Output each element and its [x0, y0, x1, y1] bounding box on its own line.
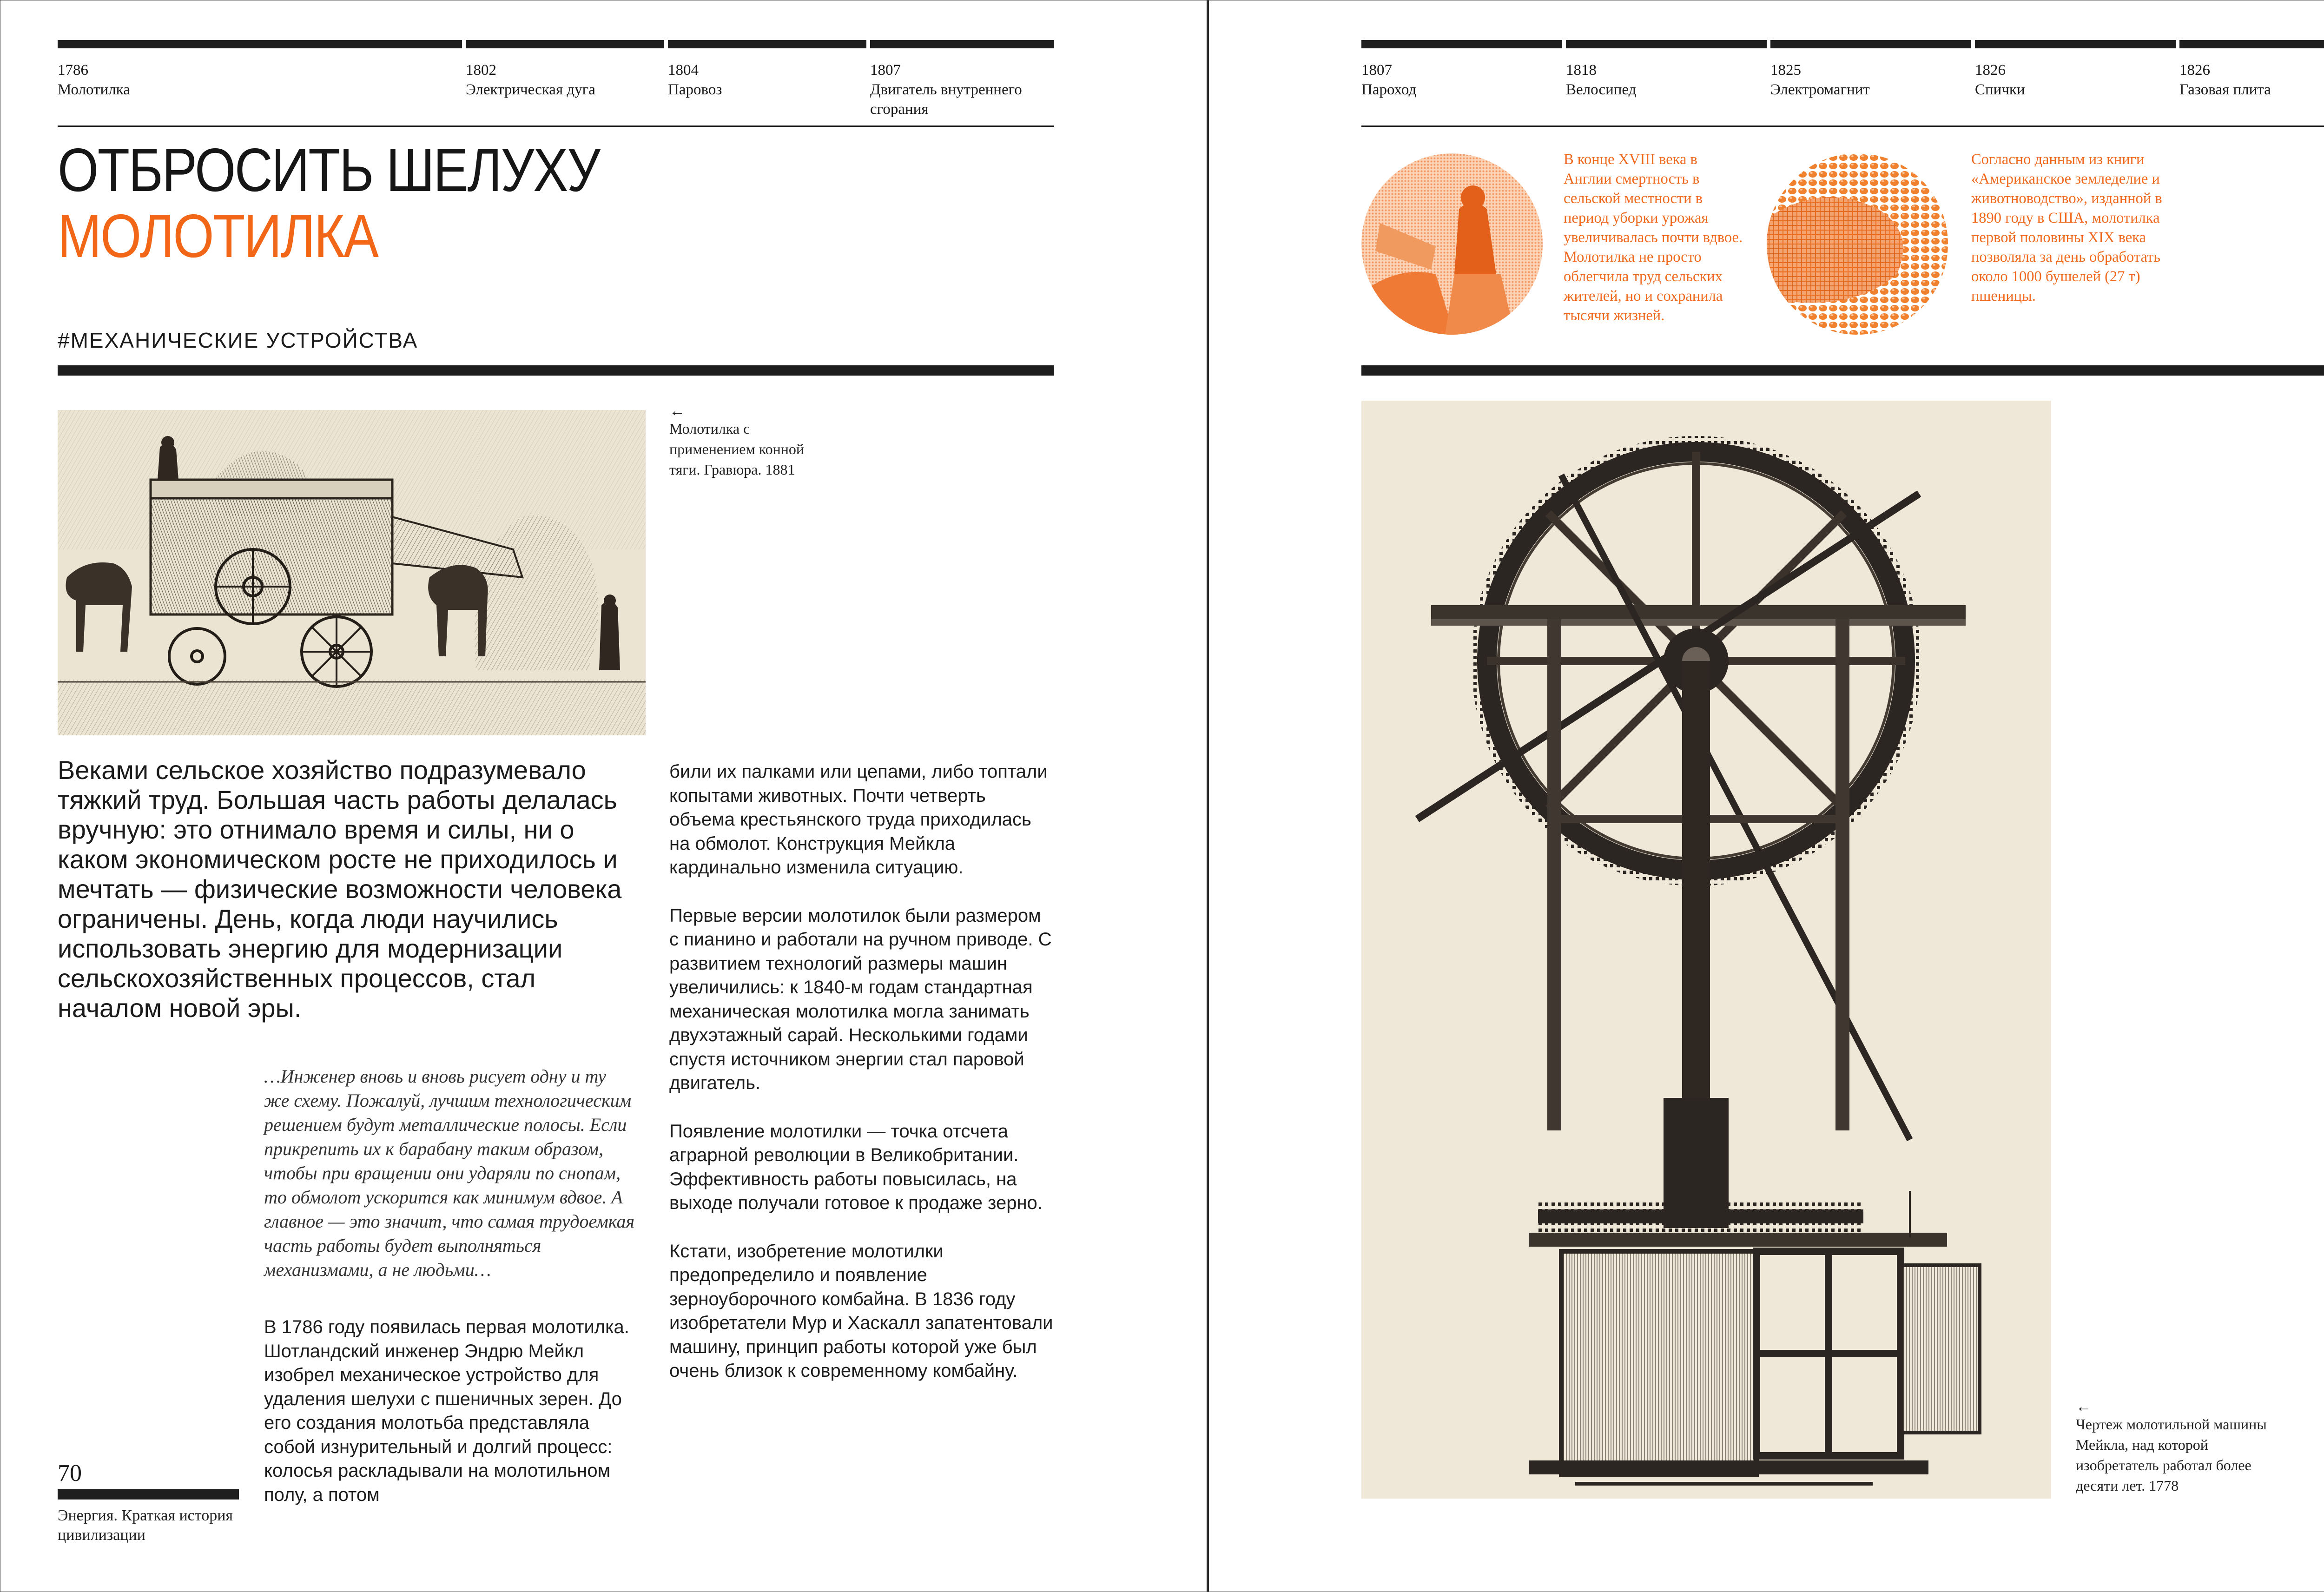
timeline-year: 1804 [668, 62, 699, 79]
timeline-item [2179, 40, 2324, 99]
section-rule [1361, 365, 2324, 376]
caption-text: Чертеж молотильной машины Мейкла, над которой изобретатель работал более десяти лет. 1778 [2076, 1416, 2267, 1494]
threshing-machine-engraving [58, 410, 646, 735]
body-paragraph: Появление молотилки — точка отсчета аграрной революции в Великобритании. Эффективность работы повысилась, на выходе получали готовое к продаже зерно. [669, 1121, 1043, 1213]
title-line: ОТБРОСИТЬ ШЕЛУХУ [58, 136, 600, 204]
timeline-item [1770, 40, 1971, 99]
timeline-label: Электрическая дуга [466, 81, 595, 98]
timeline-year: 1826 [2179, 62, 2210, 79]
folio-rule [58, 1489, 239, 1500]
right-page [1209, 0, 2324, 1592]
farmer-photo [1361, 153, 1543, 335]
divider [58, 126, 1054, 127]
body-paragraph: В 1786 году появилась первая молотилка. Шотландский инженер Эндрю Мейкл изобрел механическое устройство для удаления шелухи с пшеничных зерен. До его создания молотьба представляла собой изнурительный и долгий процесс: колосья раскладывали на молотильном полу, а потом [264, 1317, 629, 1505]
body-paragraph: Кстати, изобретение молотилки предопределило и появление зерноуборочного комбайна. В 1836 году изобретатели Мур и Хаскалл запатентовали машину, принцип работы которой уже был очень близок к современному комбайну. [669, 1241, 1053, 1381]
timeline-year: 1818 [1566, 62, 1597, 79]
page-number: 70 [58, 1460, 82, 1486]
subtitle: МОЛОТИЛКА [58, 202, 378, 270]
timeline-label: Паровоз [668, 81, 722, 98]
body-column-left [264, 1315, 645, 1507]
timeline-item [466, 40, 664, 99]
arrow-left-icon: ← [669, 403, 685, 420]
timeline-label: Молотилка [58, 81, 130, 98]
fact-text: В конце XVIII века в Англии смертность в сельской местности в период уборки урожая увеличивалась почти вдвое. Молотилка не просто облегчила труд сельских жителей, но и сохранила тысячи жизней. [1564, 151, 1743, 324]
fact-text: Согласно данным из книги «Американское земледелие и животноводство», изданной в 1890 году в США, молотилка первой половины XIX века позволяла за день обработать около 1000 бушелей (27 т) пшеницы. [1971, 151, 2162, 304]
timeline-item [1361, 40, 1562, 99]
timeline-label: Газовая плита [2179, 81, 2271, 98]
grain-photo [1767, 153, 1948, 335]
meikle-machine-drawing [1361, 401, 2051, 1499]
quote: …Инженер вновь и вновь рисует одну и ту же схему. Пожалуй, лучшим технологическим решением будут металлические полосы. Если прикрепить их к барабану таким образом, чтобы при вращении они ударяли по снопам, то обмолот ускорится как минимум вдвое. А главное — это значит, что самая трудоемкая часть работы будет выполняться механизмами, а не людьми… [264, 1066, 635, 1280]
body-column-right [669, 760, 1055, 1407]
timeline-year: 1807 [870, 62, 901, 79]
timeline-year: 1807 [1361, 62, 1392, 79]
grain-sack-image [1767, 153, 1948, 335]
divider [1361, 126, 2324, 127]
lead-paragraph: Веками сельское хозяйство подразумевало тяжкий труд. Большая часть работы делалась вручную: это отнимало время и силы, ни о каком экономическом росте не приходилось и мечтать — физические возможности человека ограничены. День, когда люди научились использовать энергию для модернизации сельскохозяйственных процессов, стал началом новой эры. [58, 755, 622, 1023]
timeline-year: 1825 [1770, 62, 1801, 79]
timeline-year: 1802 [466, 62, 496, 79]
book-title: Энергия. Краткая история цивилизации [58, 1507, 233, 1544]
body-paragraph: Первые версии молотилок были размером с пианино и работали на ручном приводе. С развитием технологий размеры машин увеличились: к 1840-м годам стандартная механическая молотилка могла занимать двухэтажный сарай. Несколькими годами спустя источником энергии стал паровой двигатель. [669, 905, 1052, 1093]
timeline-item [58, 40, 462, 99]
category-tag: #МЕХАНИЧЕСКИЕ УСТРОЙСТВА [58, 328, 418, 352]
timeline-label: Велосипед [1566, 81, 1637, 98]
timeline-label: Пароход [1361, 81, 1417, 98]
technical-drawing [1361, 401, 2051, 1499]
page-title [58, 136, 600, 270]
timeline-item [668, 40, 866, 99]
arrow-left-icon: ← [2076, 1398, 2092, 1415]
timeline-item [1566, 40, 1767, 99]
image-caption [669, 404, 823, 480]
timeline-label: Спички [1975, 81, 2025, 98]
body-paragraph: били их палками или цепами, либо топтали копытами животных. Почти четверть объема крестьянского труда приходилась на обмолот. Конструкция Мейкла кардинально изменила ситуацию. [669, 761, 1048, 878]
timeline-label: Электромагнит [1770, 81, 1870, 98]
engraving-image [58, 410, 646, 735]
timeline-year: 1786 [58, 62, 88, 79]
timeline-label: Двигатель внутреннего сгорания [870, 81, 1022, 118]
timeline-year: 1826 [1975, 62, 2006, 79]
farmer-photo-image [1361, 153, 1543, 335]
caption-text: Молотилка с применением конной тяги. Гравюра. 1881 [669, 420, 805, 478]
section-rule [58, 365, 1054, 376]
drawing-caption [2076, 1400, 2271, 1496]
timeline-item [870, 40, 1054, 119]
timeline-item [1975, 40, 2176, 99]
